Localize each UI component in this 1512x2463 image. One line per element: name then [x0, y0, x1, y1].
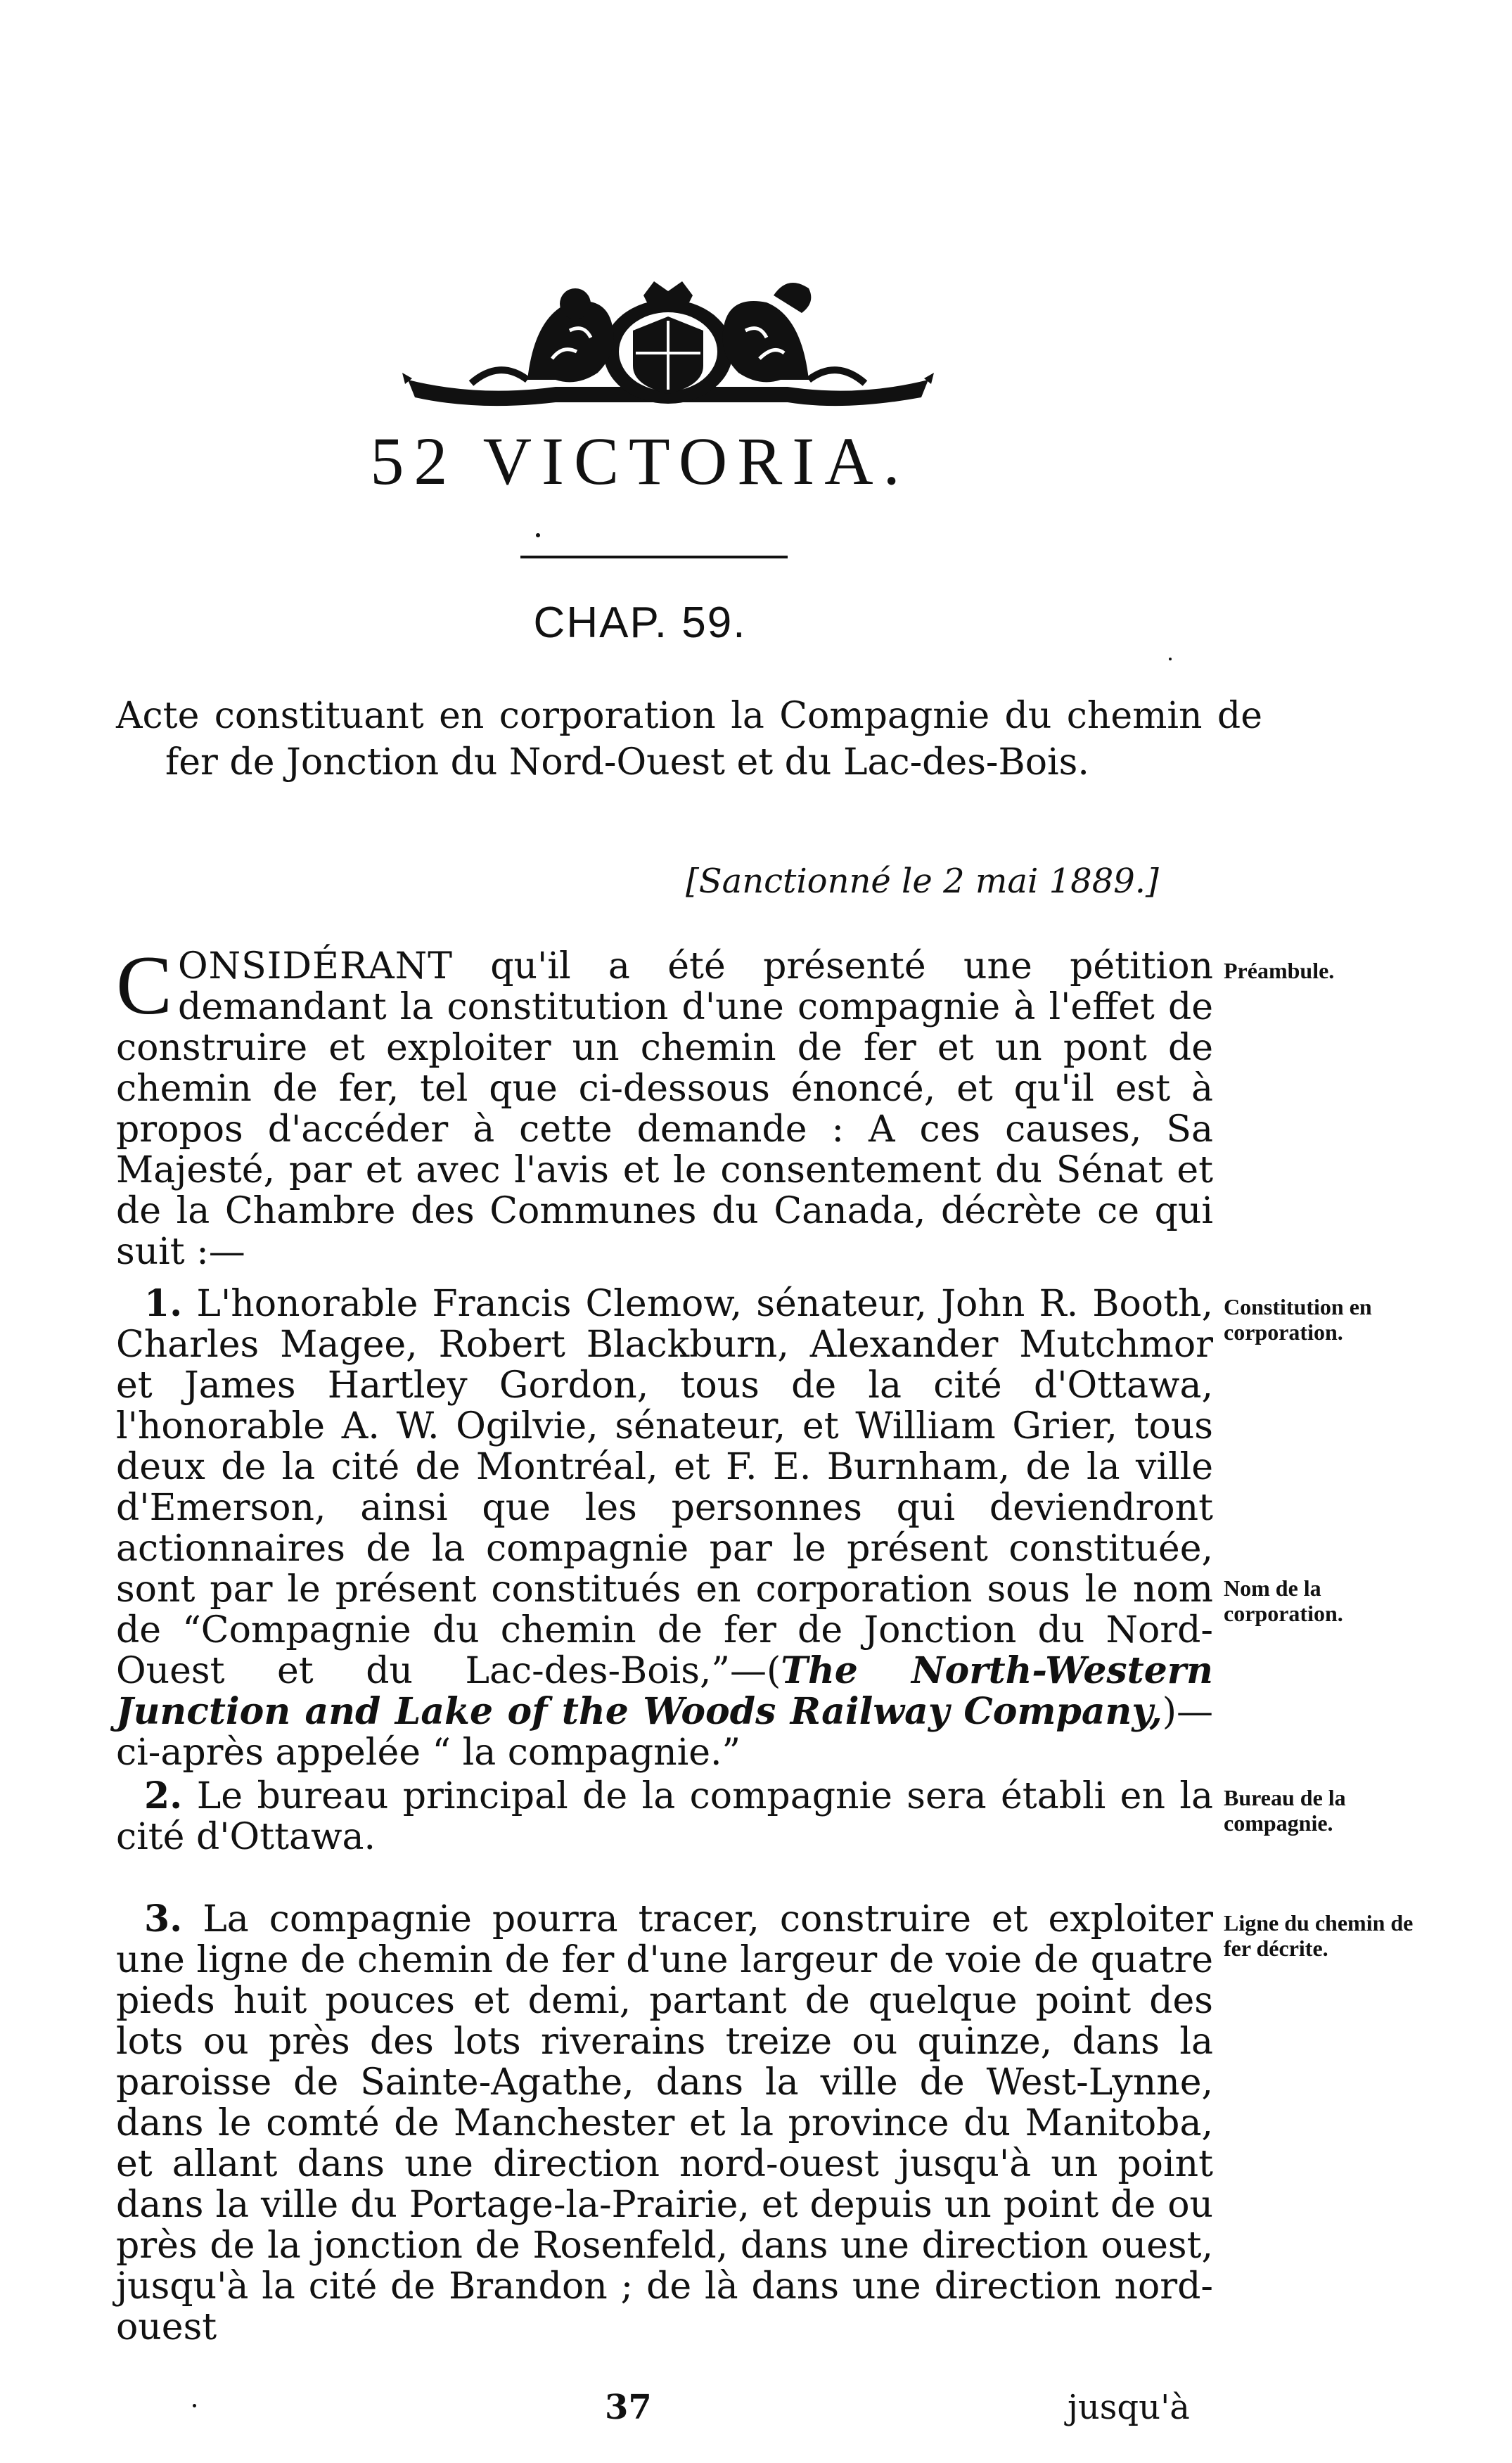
regnal-year-heading: 52 VICTORIA. [370, 423, 910, 499]
stray-mark [1169, 658, 1172, 660]
marginal-note-office: Bureau de la compagnie. [1224, 1785, 1346, 1836]
coat-of-arms-icon [394, 274, 942, 415]
marginal-note-line: Ligne du chemin de fer décrite. [1224, 1910, 1414, 1961]
catchword: jusqu'à [1068, 2388, 1190, 2427]
sanction-date: [Sanctionné le 2 mai 1889.] [686, 862, 1159, 901]
section-number: 2. [144, 1774, 183, 1817]
page-number: 37 [605, 2388, 652, 2427]
heading-rule [520, 556, 788, 558]
rule-dot [536, 533, 540, 537]
section-number: 3. [144, 1898, 183, 1940]
marginal-note-preamble: Préambule. [1224, 958, 1335, 983]
section-number: 1. [144, 1282, 183, 1325]
preamble-paragraph [116, 938, 1213, 1273]
act-title: Acte constituant en corporation la Compagnie du chemin de fer de Jonction du Nord-Ouest et du Lac-des-Bois. [116, 695, 1262, 783]
chapter-heading: CHAP. 59. [533, 599, 747, 647]
section-2 [116, 1776, 1213, 1857]
english-name: The North-Western Junction and Lake of the Woods Railway Company, [116, 1649, 1213, 1733]
section-1 [116, 1284, 1213, 1773]
section-text: Le bureau principal de la compagnie sera établi en la cité d'Ottawa. [116, 1775, 1213, 1858]
preamble-lead: ONSIDÉRANT [178, 945, 453, 987]
section-text-end: )—ci-après appelée “ la compagnie.” [116, 1691, 1213, 1774]
preamble-text: qu'il a été présenté une pétition demandant la constitution d'une compagnie à l'effet de construire et exploiter un chemin de fer et un pont de chemin de fer, tel que ci-dessous énoncé, et qu'il est à propos d'accéder à cette demande : A ces causes, Sa Majesté, par et avec l'avis et le consentement du Sénat et de la Chambre des Communes du Canada, décrète ce qui suit :— [116, 945, 1213, 1273]
section-text: La compagnie pourra tracer, construire et exploiter une ligne de chemin de fer d'une largeur de voie de quatre pieds huit pouces et demi, partant de quelque point des lots ou près des lots riverains treize ou quinze, dans la paroisse de Sainte-Agathe, dans la ville de West-Lynne, dans le comté de Manchester et la province du Manitoba, et allant dans une direction nord-ouest jusqu'à un point dans la ville du Portage-la-Prairie, et depuis un point de ou près de la jonction de Rosenfeld, dans une direction ouest, jusqu'à la cité de Brandon ; de là dans une direction nord-ouest [116, 1898, 1213, 2348]
section-3 [116, 1899, 1213, 2348]
marginal-note-corporate-name: Nom de la corporation. [1224, 1575, 1343, 1626]
marginal-note-incorporation: Constitution en corporation. [1224, 1294, 1372, 1345]
section-text: L'honorable Francis Clemow, sénateur, John R. Booth, Charles Magee, Robert Blackburn, Alexander Mutchmor et James Hartley Gordon, tous de la cité d'Ottawa, l'honorable A. W. Ogilvie, sénateur, et William Grier, tous deux de la cité de Montréal, et F. E. Burnham, de la ville d'Emerson, ainsi que les personnes qui deviendront actionnaires de la compagnie par le présent constituée, sont par le présent constitués en corporation sous le nom de “Compagnie du chemin de fer de Jonction du Nord-Ouest et du Lac-des-Bois,”—( [116, 1283, 1213, 1692]
drop-cap: C [116, 938, 173, 1032]
footer-dot [193, 2404, 196, 2407]
